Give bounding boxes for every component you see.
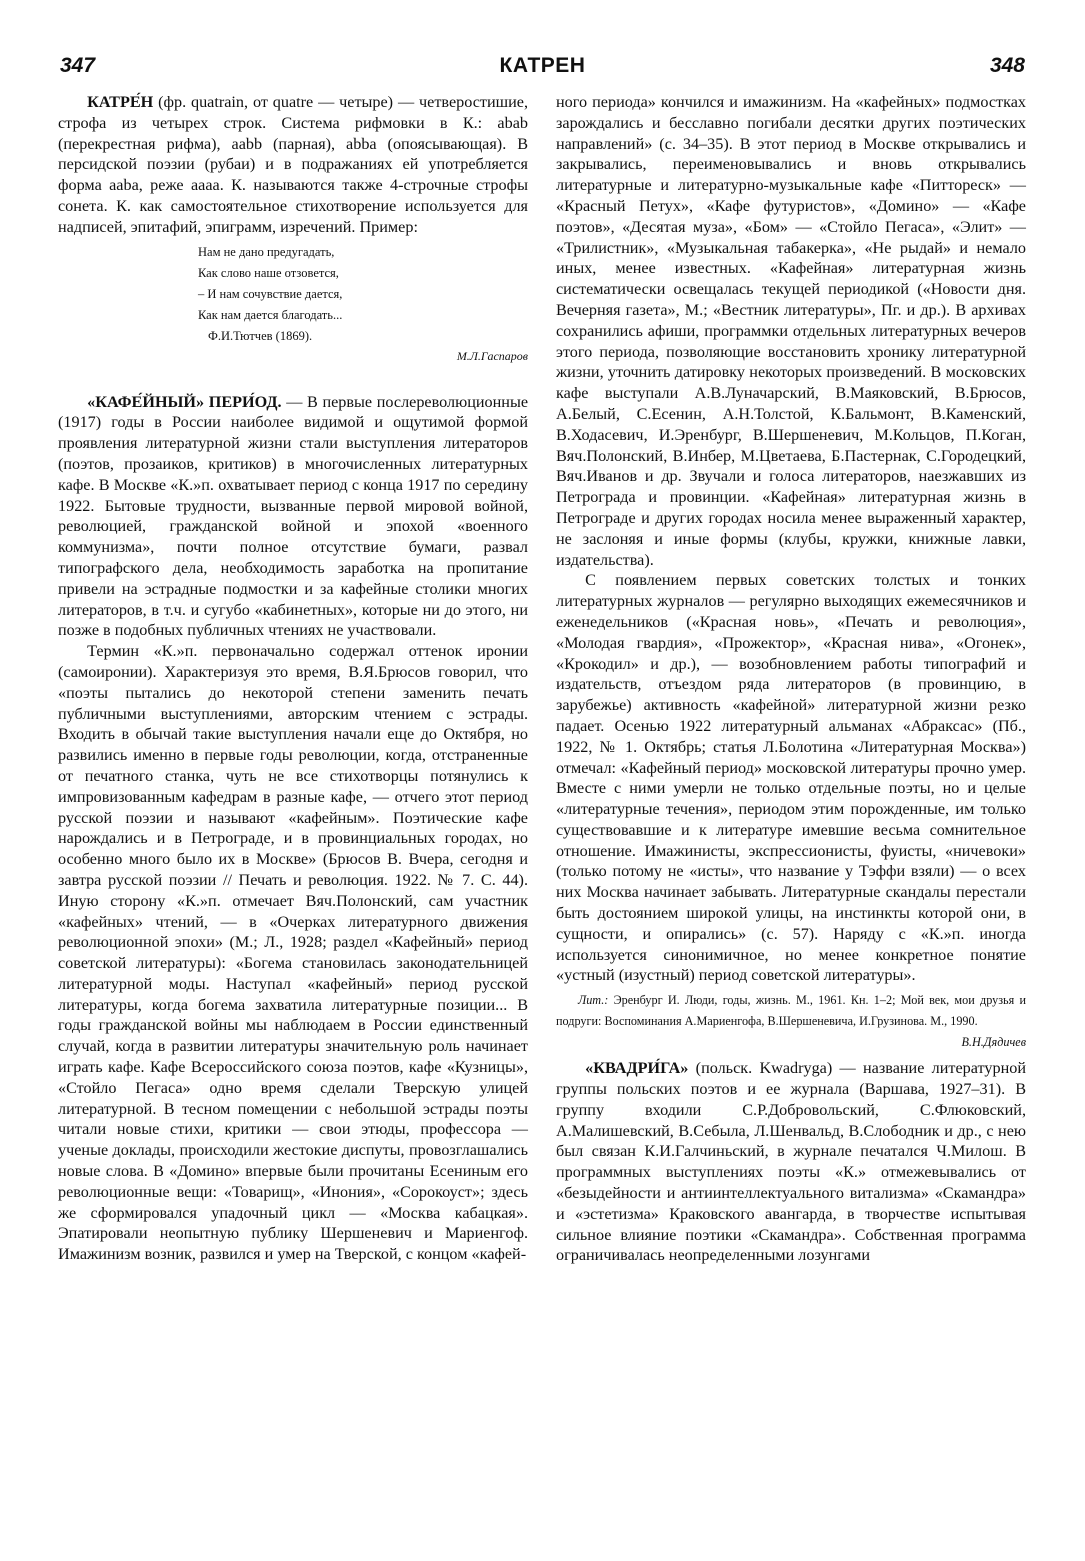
author-signature: М.Л.Гаспаров bbox=[456, 348, 528, 363]
entry-kvadriga bbox=[556, 1058, 1026, 1266]
kvadriga-text: (польск. Kwadryga) — название литературной группы польских поэтов и ее журнала (Варшава, 1927–31). В группу входили С.Р.Добровольский, С.Флюковский, А.Малишевский, В.Себыла, Л.Шенвальд, В.Слободник и др., с нею был связан К.И.Галчиньский, в журнале печатался Ч.Милош. В программных выступлениях поэты «К.» отмежевывались от «безыдейности и антиинтеллектуального витализма» «Скамандра» и «эстетизма» Краковского авангарда, в творчестве испытывая сильное влияние поэтики «Скамандра». Собственная программа ограничивалась неопределенными лозунгами bbox=[556, 1059, 1026, 1265]
literature-note bbox=[556, 990, 1026, 1050]
lit-label: Лит.: bbox=[577, 993, 609, 1008]
headword-kafeyny-period: «КАФЕ́ЙНЫЙ» ПЕРИ́ОД. bbox=[87, 392, 282, 411]
poem-line: Как нам дается благодать... bbox=[198, 307, 343, 322]
page-number-left: 347 bbox=[60, 54, 96, 77]
katren-text: (фр. quatrain, от quatre — четыре) — четверостишие, строфа из четырех строк. Система рифмовки в К.: abab (перекрестная рифма), aabb (парная), abba (опоясывающая). В персидской поэзии (рубаи) и в подражаниях ей употребляется форма aaba, реже aaaa. К. называются также 4-строчные строфы сонета. К. как самостоятельное стихотворение используется для надписей, эпитафий, эпиграмм, изречений. Пример: bbox=[58, 93, 528, 236]
poem-line: – И нам сочувствие дается, bbox=[198, 286, 343, 301]
headword-kvadriga: «КВАДРИ́ГА» bbox=[585, 1059, 689, 1078]
lit-author-signature: В.Н.Дядичев bbox=[961, 1035, 1026, 1050]
page-header bbox=[60, 54, 1025, 88]
right-column bbox=[556, 92, 1026, 1266]
poem-line: Как слово наше отзовется, bbox=[198, 265, 339, 280]
poem-source: Ф.И.Тютчев (1869). bbox=[208, 328, 313, 343]
kafe-continuation-2: С появлением первых советских толстых и тонких литературных журналов — регулярно выходящих ежемесячников и еженедельников («Красная новь», «Печать и революция», «Молодая гвардия», «Прожектор», «Красная нива», «Огонек», «Крокодил» и др.), — возобновлением работы типографий и издательств, отъездом ряда литераторов (в провинцию, в зарубежье) активность «кафейной» литературной жизни резко падает. Осенью 1922 литературный альманах «Абраксас» (Пб., 1922, № 1. Октябрь; статья Л.Болотина «Литературная Москва») отмечал: «Кафейный период» московской литературы прочно умер. Вместе с ними умерли не только отдельные поэты, но и целые «литературные течения», периодом этим порожденные, им только существовавшие и к литературе имевшие весьма сомнительное отношение. Имажинисты, экспрессионисты, фуисты, «ничевоки» (только потому не «исты», что название у Тэффи взяли) — о всех них Москва начинает забывать. Литературные скандалы перестали быть достоянием широкой улицы, на инстинкты которой они, в сущности, и опирались» (с. 57). Наряду с «К.»п. иногда используется синонимичное, но менее конкретное понятие «устный (изустный) период советской литературы». bbox=[556, 571, 1026, 985]
lit-text: Эренбург И. Люди, годы, жизнь. М., 1961. Кн. 1–2; Мой век, мои друзья и подруги: Воспоминания А.Мариенгофа, В.Шершеневича, И.Грузинова. М., 1990. bbox=[556, 993, 1026, 1029]
entry-katren bbox=[58, 92, 528, 238]
poem-example bbox=[198, 242, 528, 326]
kafe-paragraph-1: — В первые послереволюционные (1917) годы в России наиболее видимой и ощутимой формой проявления литературной жизни стали выступления литераторов (поэтов, прозаиков, критиков) в многочисленных литературных кафе. В Москве «К.»п. охватывает период с конца 1917 по середину 1922. Бытовые трудности, вызванные первой мировой войной, революцией, гражданской войной и эпохой «военного коммунизма», почти полное отсутствие бумаги, развал типографского дела, необходимость заработка на пропитание привели на эстрадные подмостки и за кафейные столики многих литераторов, в т.ч. и сугубо «кабинетных», которые ни до этого, ни позже в подобных публичных чтениях не участвовали. bbox=[58, 392, 528, 640]
headword-katren: КАТРЕ́Н bbox=[87, 93, 154, 111]
kafe-paragraph-2: Термин «К.»п. первоначально содержал оттенок иронии (самоиронии). Характеризуя это время, В.Я.Брюсов говорил, что «поэты пытались до некоторой степени заменить печать публичными выступлениями, авторским чтением с эстрады. Входить в обычай такие выступления начали еще до Октября, но развились именно в первые годы революции, когда, отстраненные от печатного станка, чуть не все стихотворцы потянулись к импровизованным кафедрам в разные кафе, — отчего этот период русской поэзии и называют «кафейным». Поэтические кафе нарождались и в Петрограде, и в провинциальных городах, но особенно много было их в Москве» (Брюсов В. Вчера, сегодня и завтра русской поэзии // Печать и революция. 1922. № 7. С. 44). Иную сторону «К.»п. отмечает Вяч.Полонский, сам участник «кафейных» чтений, — в «Очерках литературного движения революционной эпохи» (М.; Л., 1928; раздел «Кафейный» период советской литературы): «Богема становилась законодательницей литературной моды. Наступал «кафейный» период русской литературы, когда богема захватила литературные позиции... В годы гражданской войны мы наблюдаем в России единственный случай, когда в развитии литературы значительную роль начинает играть кафе. Кафе Всероссийского союза поэтов, кафе «Кузницы», «Стойло Пегаса» одно время сделали Тверскую улицей литературной. В тесном помещении с небольшой эстрады поэты читали новые стихи, критики — свои этюды, профессора — ученые доклады, происходили жестокие диспуты, провозглашались новые слова. В «Домино» впервые были прочитаны Есениным его революционные вещи: «Товарищ», «Инония», «Сорокоуст»; здесь же сформировался упадочный цикл — «Москва кабацкая». Эпатировали неопытную публику Шершеневич и Мариенгоф. Имажинизм возник, развился и умер на Тверской, с концом «кафей- bbox=[58, 642, 528, 1264]
entry-kafeyny-period bbox=[58, 392, 528, 642]
poem-line: Нам не дано предугадать, bbox=[198, 244, 335, 259]
left-column bbox=[58, 92, 528, 1265]
running-head: КАТРЕН bbox=[499, 54, 586, 77]
page-number-right: 348 bbox=[989, 54, 1025, 77]
kafe-continuation-1: ного периода» кончился и имажинизм. На «кафейных» подмостках зарождались и бесславно погибали десятки других поэтических направлений» (с. 34–35). В этот период в Москве открывались и закрывались, переименовывались и вновь открывались литературные и литературно-музыкальные кафе «Питтореск» — «Красный Петух», «Кафе футуристов», «Домино» — «Кафе поэтов», «Десятая муза», «Бом» — «Стойло Пегаса», «Элит» — «Трилистник», «Музыкальная табакерка», «Не рыдай» и немало иных, менее известных. «Кафейная» литературная жизнь систематически освещалась текущей периодикой («Новости дня. Вечерняя газета», М.; «Вестник литературы», Пг. и др.). В архивах сохранились афиши, программки отдельных литературных вечеров этого периода, позволяющие восстановить хронику литературной жизни, уточнить датировку некоторых произведений. В московских кафе выступали А.В.Луначарский, В.Маяковский, В.Брюсов, А.Белый, С.Есенин, А.Н.Толстой, К.Бальмонт, В.Каменский, В.Ходасевич, И.Эренбург, В.Шершеневич, М.Кольцов, П.Коган, Вяч.Полонский, В.Инбер, М.Цветаева, Б.Пастернак, С.Городецкий, Вяч.Иванов и др. Звучали и голоса литераторов, наезжавших из Петрограда и провинции. «Кафейная» литературная жизнь в Петрограде и других городах носила менее выраженный характер, не заслоняя и иные формы (клубы, кружки, книжные лавки, издательства). bbox=[556, 93, 1026, 569]
